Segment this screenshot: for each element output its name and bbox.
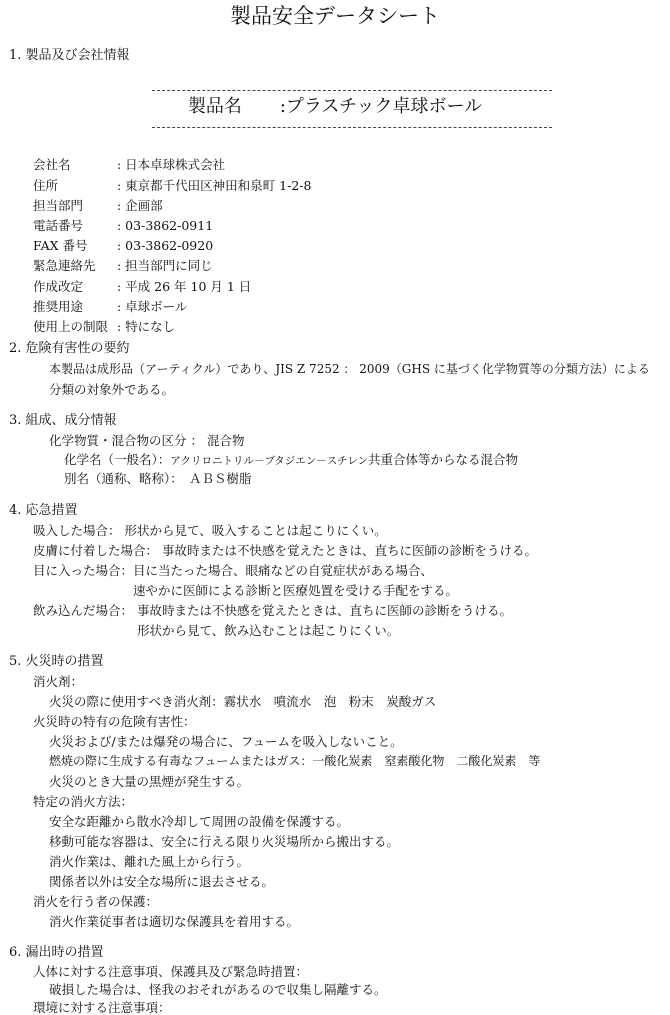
fire-line: 火災の際に使用すべき消火剤：霧状水 噴流水 泡 粉末 炭酸ガス xyxy=(49,694,437,709)
spill-line: 破損した場合は、怪我のおそれがあるので収集し隔離する。 xyxy=(49,982,387,997)
fire-line: 消火を行う者の保護： xyxy=(33,894,159,909)
info-key-restriction: 使用上の制限 xyxy=(33,319,109,334)
fire-line: 消火作業は、離れた風上から行う。 xyxy=(49,854,250,869)
fire-line: 火災時の特有の危険有害性： xyxy=(33,714,196,729)
fire-line: 燃焼の際に生成する有毒なフュームまたはガス：一酸化炭素 窒素酸化物 二酸化炭素 等 xyxy=(49,754,541,768)
section-3-heading: 3. 組成、成分情報 xyxy=(9,413,117,428)
section-1-heading: 1. 製品及び会社情報 xyxy=(9,48,130,63)
spill-line: 人体に対する注意事項、保護具及び緊急時措置： xyxy=(33,964,309,979)
info-key-fax: FAX 番号 xyxy=(33,238,88,253)
first-aid-inhalation: 吸入した場合： 形状から見て、吸入することは起こりにくい。 xyxy=(33,523,387,538)
info-value-department: : 企画部 xyxy=(117,198,163,213)
info-value-company: : 日本卓球株式会社 xyxy=(117,157,226,172)
fire-line: 火災のとき大量の黒煙が発生する。 xyxy=(49,774,250,789)
info-value-emergency: : 担当部門に同じ xyxy=(117,258,213,273)
hazard-line-1: 本製品は成形品（アーティクル）であり、JIS Z 7252 ： 2009（GHS に基づく化学物質等の分類方法）による xyxy=(49,362,650,376)
info-value-revised: : 平成 26 年 10 月 1 日 xyxy=(117,279,252,294)
info-key-company: 会社名 xyxy=(33,157,71,172)
product-name-line xyxy=(0,96,670,118)
fire-line: 特定の消火方法： xyxy=(33,794,134,809)
chemical-name-value: アクリロニトリル－ブタジエン－スチレン xyxy=(170,455,369,467)
composition-alias: 別名（通称、略称）： ＡＢＳ樹脂 xyxy=(64,471,252,486)
section-5-heading: 5. 火災時の措置 xyxy=(9,654,104,669)
first-aid-skin: 皮膚に付着した場合： 事故時または不快感を覚えたときは、直ちに医師の診断をうける。 xyxy=(33,543,537,558)
info-key-revised: 作成改定 xyxy=(33,279,84,294)
composition-chemical-name xyxy=(64,452,518,468)
fire-line: 消火作業従事者は適切な保護具を着用する。 xyxy=(49,914,300,929)
info-key-usage: 推奨用途 xyxy=(33,299,84,314)
first-aid-ingestion: 飲み込んだ場合： 事故時または不快感を覚えたときは、直ちに医師の診断をうける。 xyxy=(33,603,512,618)
info-value-fax: : 03-3862-0920 xyxy=(117,238,214,253)
divider-top xyxy=(152,90,552,91)
composition-category: 化学物質・混合物の区分 ： 混合物 xyxy=(49,433,245,448)
divider-bottom xyxy=(152,127,552,128)
document-title: 製品安全データシート xyxy=(230,4,440,28)
product-name-label: 製品名 xyxy=(187,96,242,117)
fire-line: 関係者以外は安全な場所に退去させる。 xyxy=(49,874,275,889)
info-key-emergency: 緊急連絡先 xyxy=(33,258,96,273)
first-aid-eyes-cont: 速やかに医師による診断と医療処置を受ける手配をする。 xyxy=(133,583,459,598)
info-value-address: : 東京都千代田区神田和泉町 1-2-8 xyxy=(117,178,312,193)
info-value-usage: : 卓球ボール xyxy=(117,299,188,314)
spill-line: 環境に対する注意事項： xyxy=(33,1000,171,1015)
fire-line: 火災および/または爆発の場合に、フュームを吸入しないこと。 xyxy=(49,734,403,749)
fire-line: 安全な距離から散水冷却して周囲の設備を保護する。 xyxy=(49,814,350,829)
fire-line: 移動可能な容器は、安全に行える限り火災場所から搬出する。 xyxy=(49,834,400,849)
info-value-phone: : 03-3862-0911 xyxy=(117,218,214,233)
first-aid-eyes: 目に入った場合：目に当たった場合、眼痛などの自覚症状がある場合、 xyxy=(33,563,434,578)
info-key-address: 住所 xyxy=(33,178,59,193)
info-key-phone: 電話番号 xyxy=(33,218,84,233)
section-4-heading: 4. 応急措置 xyxy=(9,503,78,518)
section-2-heading: 2. 危険有害性の要約 xyxy=(9,341,130,356)
chemical-name-suffix: 共重合体等からなる混合物 xyxy=(368,452,519,467)
hazard-line-2: 分類の対象外である。 xyxy=(49,382,175,397)
info-key-department: 担当部門 xyxy=(33,198,84,213)
section-6-heading: 6. 漏出時の措置 xyxy=(9,945,104,960)
info-value-restriction: : 特になし xyxy=(117,319,176,334)
fire-line: 消火剤： xyxy=(33,674,84,689)
chemical-name-label: 化学名（一般名）： xyxy=(64,452,171,467)
first-aid-ingestion-cont: 形状から見て、飲み込むことは起こりにくい。 xyxy=(137,623,400,638)
product-name-value: :プラスチック卓球ボール xyxy=(279,96,483,117)
